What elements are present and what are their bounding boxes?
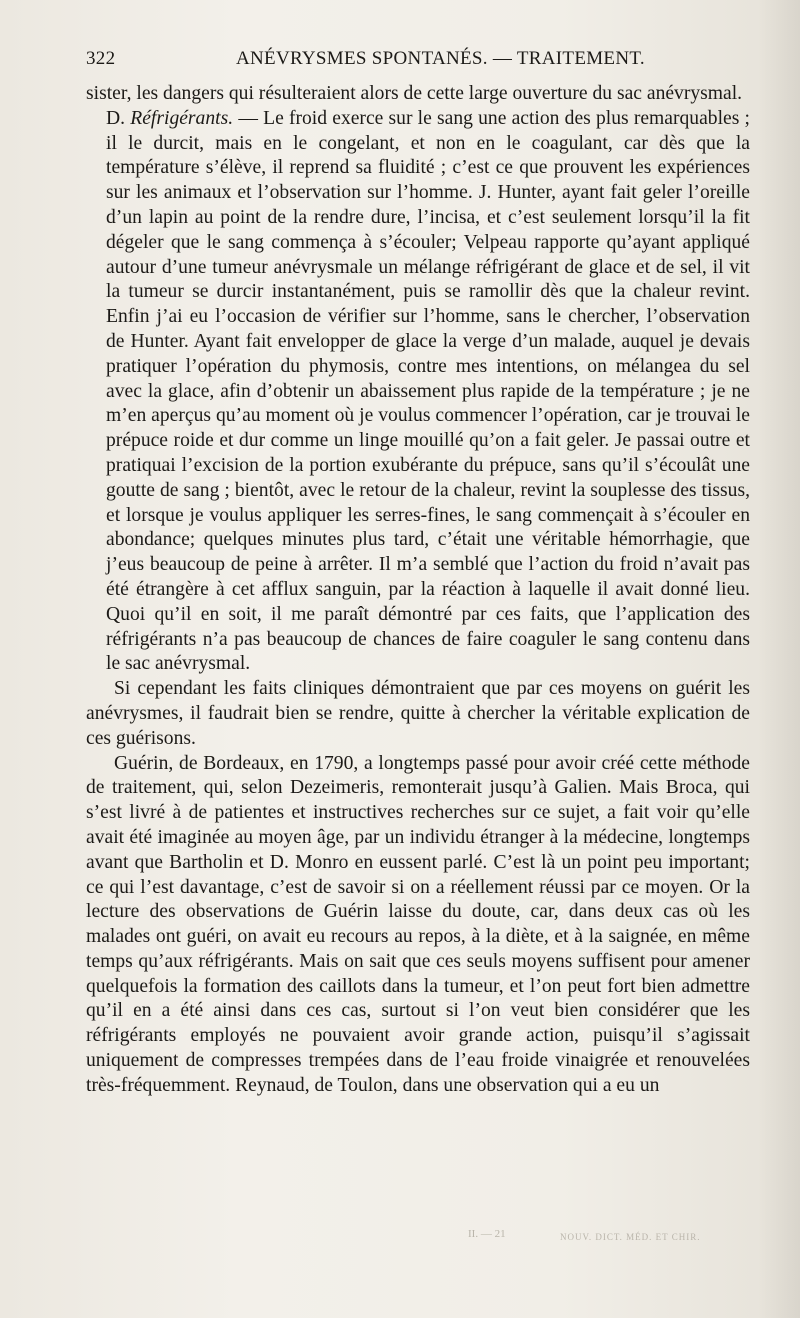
paragraph-refrigerants: Le froid exerce sur le sang une action des plus remarquables ; il le durcit, mais en le congelant, et non en le coagulant, car dès que la température s’élève, il reprend sa fluidité ; c’est ce que prouvent les expériences sur les animaux et l’observation sur l’homme. J. Hunter, ayant fait geler l’oreille d’un lapin au point de la rendre dure, l’incisa, et c’est seulement lorsqu’il la fit dégeler que le sang commença à s’écouler; Velpeau rapporte qu’ayant appliqué autour d’une tumeur anévrysmale un mélange réfrigérant de glace et de sel, il vit la tumeur se durcir instantanément, puis se ramollir dès que la chaleur revint. Enfin j’ai eu l’occasion de vérifier sur l’homme, sans le chercher, l’observation de Hunter. Ayant fait envelopper de glace la verge d’un malade, auquel je devais pratiquer l’opération du phymosis, contre mes intentions, on mélangea du sel avec la glace, afin d’obtenir un abaissement plus rapide de la température ; je ne m’en aperçus qu’au moment où je voulus commencer l’opération, car je trouvai le prépuce roide et dur comme un linge mouillé qu’on a fait geler. Je passai outre et pratiquai l’excision de la portion exubérante du prépuce, sans qu’il s’écoulât une goutte de sang ; bientôt, avec le retour de la chaleur, revint la souplesse des tissus, et lorsque je voulus appliquer les serres-fines, le sang commençait à s’écouler en abondance; quelques minutes plus tard, c’était une véritable hémorrhagie, que j’eus beaucoup de peine à arrêter. Il m’a semblé que l’action du froid n’avait pas été étrangère à cet afflux sanguin, par la réaction à laquelle il avait donné lieu. Quoi qu’il en soit, il me paraît démontré par ces faits, que l’application des réfrigérants n’a pas beaucoup de chances de faire coaguler le sang contenu dans le sac anévrysmal. (106, 107, 750, 675)
paragraph-guerin: Guérin, de Bordeaux, en 1790, a longtemps passé pour avoir créé cette méthode de traitement, qui, selon Dezeimeris, remonterait jusqu’à Galien. Mais Broca, qui s’est livré à de patientes et instructives recherches sur ce sujet, a fait voir qu’elle avait été imaginée au moyen âge, par un individu étranger à la médecine, longtemps avant que Bartholin et D. Monro en eussent parlé. C’est là un point peu important; ce qui l’est davantage, c’est de savoir si on a réellement réussi par ce moyen. Or la lecture des observations de Guérin laisse du doute, car, dans deux cas où les malades ont guéri, on avait eu recours au repos, à la diète, et à la saignée, en même temps qu’aux réfrigérants. Mais on sait que ces seuls moyens suffisent pour amener quelquefois la formation des caillots dans la tumeur, et l’on peut fort bien admettre qu’il en a été ainsi dans ces cas, surtout si l’on veut bien considérer que les réfrigérants employés ne pouvaient avoir grande action, puisqu’il s’agissait uniquement de compresses trempées dans de l’eau froide vinaigrée et renouvelées très-fréquemment. Reynaud, de Toulon, dans une observation qui a eu un (86, 752, 750, 1096)
body-text (86, 82, 750, 1099)
paragraph-clinical: Si cependant les faits cliniques démontraient que par ces moyens on guérit les anévrysmes, il faudrait bien se rendre, quitte à chercher la véritable explication de ces guérisons. (86, 678, 750, 749)
signature-mark: II. — 21 (468, 1228, 506, 1240)
printer-imprint: NOUV. DICT. MÉD. ET CHIR. (560, 1232, 701, 1242)
running-title: ANÉVRYSMES SPONTANÉS. — TRAITEMENT. (236, 48, 645, 69)
section-letter: D. (106, 107, 126, 129)
running-header (86, 48, 756, 78)
page-number: 322 (86, 48, 116, 69)
page-edge-shadow (758, 0, 800, 1318)
paragraph-continuation: sister, les dangers qui résulteraient alors de cette large ouverture du sac anévrysmal. (86, 83, 743, 104)
section-heading: Réfrigérants. (130, 107, 234, 129)
section-d-paragraph: D. Réfrigérants. — Le froid exerce sur le sang une action des plus remarquables ; il le durcit, mais en le congelant, et non en le coagulant, car dès que la température s’élève, il reprend sa fluidité ; c’est ce que prouvent les expériences sur les animaux et l’observation sur l’homme. J. Hunter, ayant fait geler l’oreille d’un lapin au point de la rendre dure, l’incisa, et c’est seulement lorsqu’il la fit dégeler que le sang commença à s’écouler; Velpeau rapporte qu’ayant appliqué autour d’une tumeur anévrysmale un mélange réfrigérant de glace et de sel, il vit la tumeur se durcir instantanément, puis se ramollir dès que la chaleur revint. Enfin j’ai eu l’occasion de vérifier sur l’homme, sans le chercher, l’observation de Hunter. Ayant fait envelopper de glace la verge d’un malade, auquel je devais pratiquer l’opération du phymosis, contre mes intentions, on mélangea du sel avec la glace, afin d’obtenir un abaissement plus rapide de la température ; je ne m’en aperçus qu’au moment où je voulus commencer l’opération, car je trouvai le prépuce roide et dur comme un linge mouillé qu’on a fait geler. Je passai outre et pratiquai l’excision de la portion exubérante du prépuce, sans qu’il s’écoulât une goutte de sang ; bientôt, avec le retour de la chaleur, revint la souplesse des tissus, et lorsque je voulus appliquer les serres-fines, le sang commençait à s’écouler en abondance; quelques minutes plus tard, c’était une véritable hémorrhagie, que j’eus beaucoup de peine à arrêter. Il m’a semblé que l’action du froid n’avait pas été étrangère à cet afflux sanguin, par la réaction à laquelle il avait donné lieu. Quoi qu’il en soit, il me paraît démontré par ces faits, que l’application des réfrigérants n’a pas beaucoup de chances de faire coaguler le sang contenu dans le sac anévrysmal. (106, 107, 750, 675)
